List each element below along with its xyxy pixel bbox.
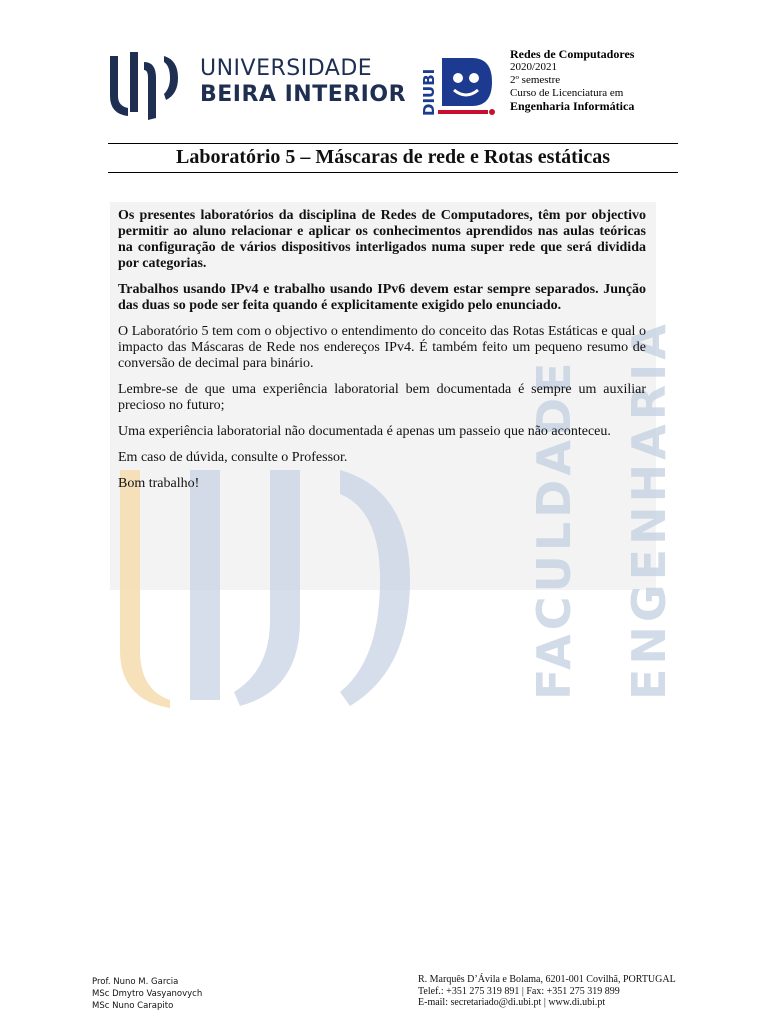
ubi-logo xyxy=(108,48,416,122)
watermark-engenharia: ENGENHARIA xyxy=(622,320,676,700)
author: MSc Dmytro Vasyanovych xyxy=(92,989,203,999)
ubi-emblem-icon xyxy=(108,48,188,122)
watermark-faculdade: FACULDADE xyxy=(527,358,581,700)
intro-text xyxy=(118,208,646,502)
contact-block xyxy=(418,974,676,1009)
intro-paragraph-5: Uma experiência laboratorial não documentada é apenas um passeio que não aconteceu. xyxy=(118,424,611,439)
intro-paragraph-6: Em caso de dúvida, consulte o Professor. xyxy=(118,450,348,465)
author: MSc Nuno Carapito xyxy=(92,1001,174,1011)
page-title: Laboratório 5 – Máscaras de rede e Rotas estáticas xyxy=(176,146,610,168)
di-ubi-logo xyxy=(420,50,498,118)
university-line1: UNIVERSIDADE xyxy=(200,56,373,81)
intro-paragraph-1: Os presentes laboratórios da disciplina de Redes de Computadores, têm por objectivo permitir ao aluno relacionar e aplicar os conhecimentos aprendidos nas aulas teóricas na configuração de vários dispositivos interligados numa super rede que será dividida por categorias. xyxy=(118,208,646,271)
intro-paragraph-7: Bom trabalho! xyxy=(118,476,200,491)
course-degree-line: Curso de Licenciatura em xyxy=(510,87,624,99)
authors-list xyxy=(92,976,202,1012)
postal-address: R. Marquês D’Ávila e Bolama, 6201-001 Covilhã, PORTUGAL xyxy=(418,974,676,985)
di-logo-text: DIUBI xyxy=(420,68,438,116)
intro-paragraph-4: Lembre-se de que uma experiência laboratorial bem documentada é sempre um auxiliar precioso no futuro; xyxy=(118,382,646,413)
intro-paragraph-2: Trabalhos usando IPv4 e trabalho usando IPv6 devem estar sempre separados. Junção das duas so pode ser feita quando é explicitamente exigido pelo enunciado. xyxy=(118,282,646,313)
title-rule-bottom xyxy=(108,172,678,173)
email-web: E-mail: secretariado@di.ubi.pt | www.di.ubi.pt xyxy=(418,997,606,1008)
title-rule-top xyxy=(108,143,678,144)
university-line2: BEIRA INTERIOR xyxy=(200,82,407,107)
course-degree: Engenharia Informática xyxy=(510,99,635,113)
course-semester: 2º semestre xyxy=(510,74,561,86)
course-info xyxy=(510,48,634,113)
author: Prof. Nuno M. Garcia xyxy=(92,977,179,987)
university-name xyxy=(200,58,406,106)
course-year: 2020/2021 xyxy=(510,61,558,73)
intro-paragraph-3: O Laboratório 5 tem com o objectivo o entendimento do conceito das Rotas Estáticas e qual o impacto das Máscaras de Rede nos endereços IPv4. É também feito um pequeno resumo de conversão de decimal para binário. xyxy=(118,324,646,371)
phone-fax: Telef.: +351 275 319 891 | Fax: +351 275 319 899 xyxy=(418,985,620,997)
course-subject: Redes de Computadores xyxy=(510,47,635,61)
